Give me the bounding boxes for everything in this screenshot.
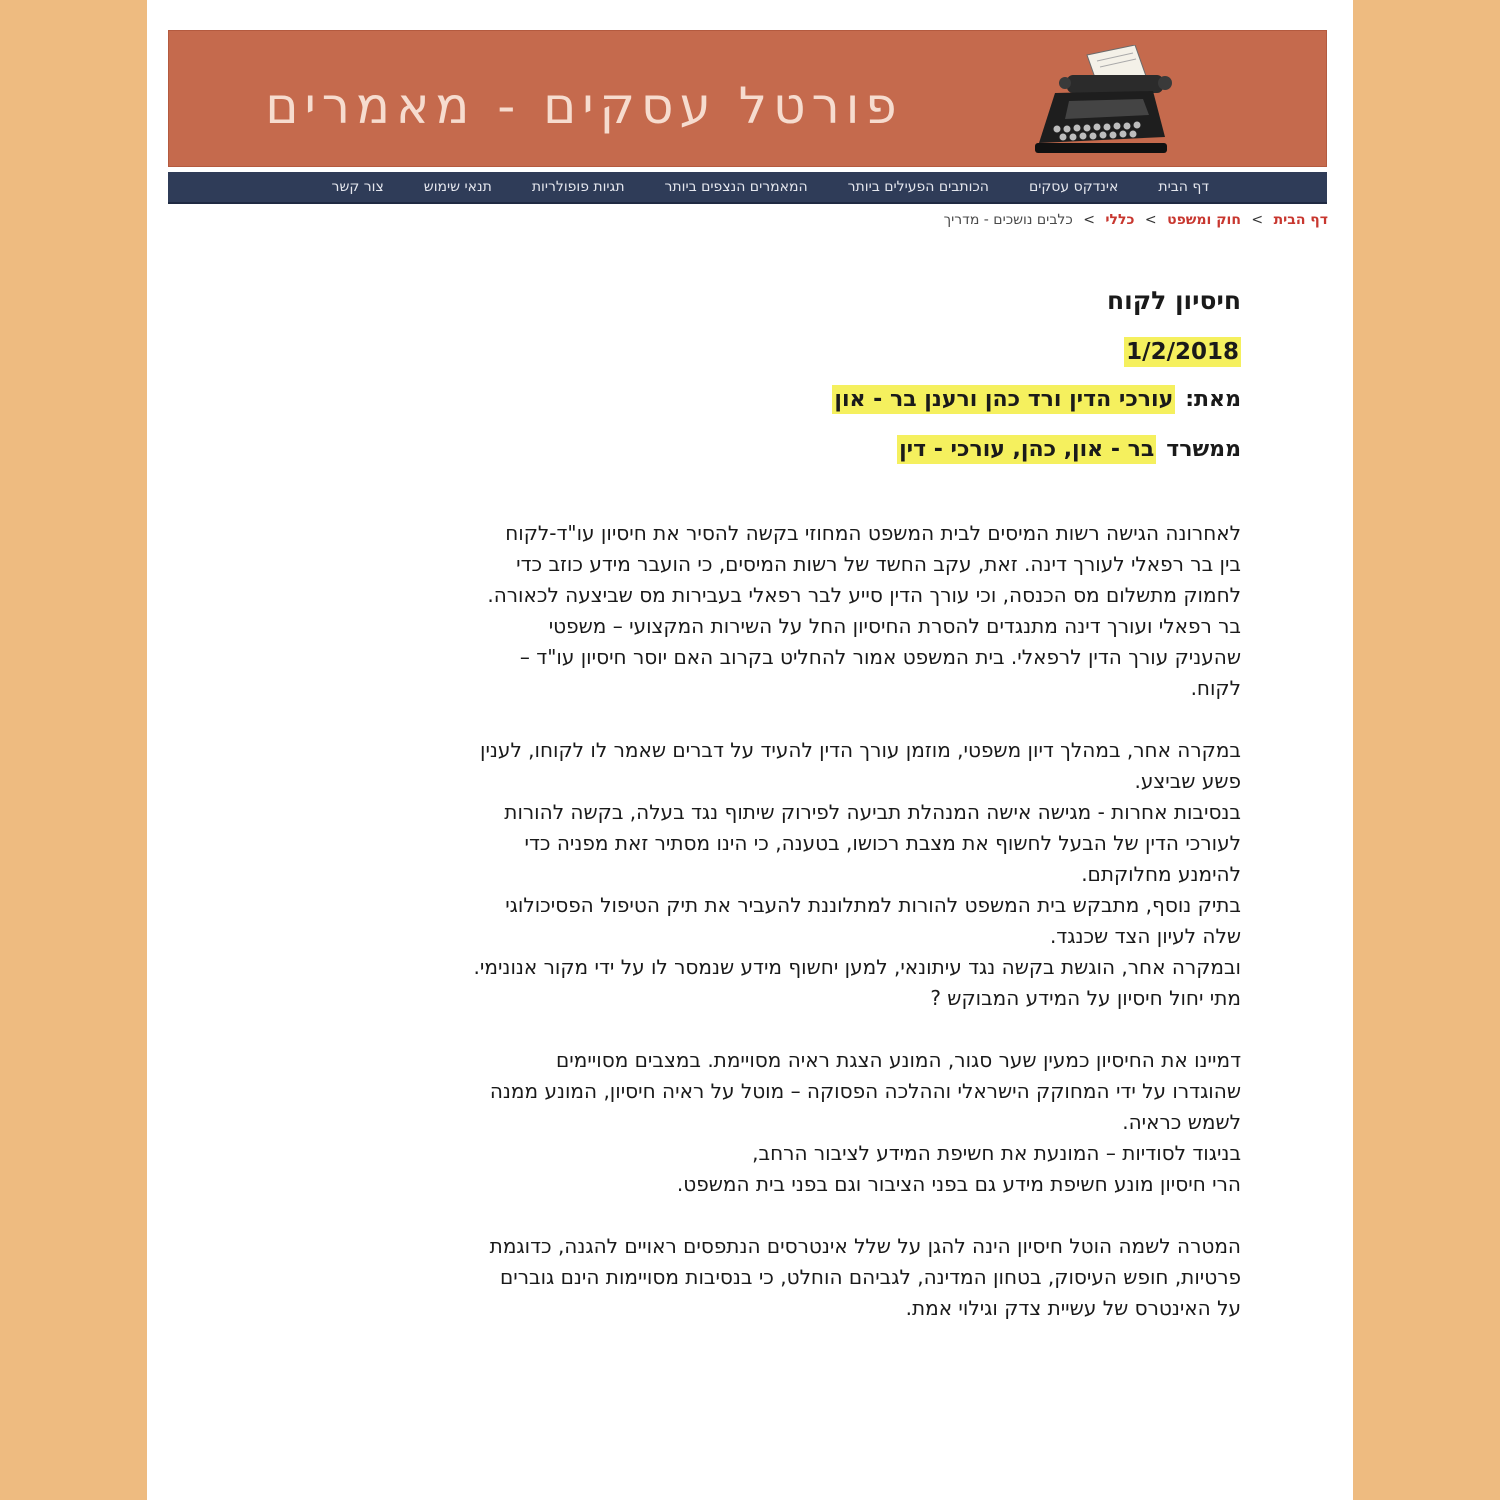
text-line: לחמוק מתשלום מס הכנסה, וכי עורך הדין סייע לבר רפאלי בעבירות מס שביצעה לכאורה.: [487, 583, 1241, 607]
text-line: לקוח.: [1190, 676, 1241, 700]
typewriter-icon: [1025, 45, 1175, 157]
text-line: בניגוד לסודיות – המונעת את חשיפת המידע לציבור הרחב,: [752, 1141, 1241, 1165]
nav-popular-tags[interactable]: תגיות פופולריות: [531, 179, 625, 195]
site-title: פורטל עסקים - מאמרים: [265, 77, 903, 135]
nav-business-index[interactable]: אינדקס עסקים: [1028, 179, 1119, 195]
text-line: פרטיות, חופש העיסוק, בטחון המדינה, לגביהם הוחלט, כי בנסיבות מסויימות הינם גוברים: [499, 1265, 1241, 1289]
text-line: לשמש כראיה.: [1122, 1110, 1241, 1134]
main-nav: [168, 172, 1327, 204]
breadcrumb-separator: >: [1144, 212, 1157, 228]
text-line: מתי יחול חיסיון על המידע המבוקש ?: [930, 986, 1241, 1010]
text-line: לעורכי הדין של הבעל לחשוף את מצבת רכושו, בטענה, כי הינו מסתיר זאת מפניה כדי: [524, 831, 1241, 855]
text-line: במקרה אחר, במהלך דיון משפטי, מוזמן עורך הדין להעיד על דברים שאמר לו לקוחו, לענין: [480, 738, 1241, 762]
text-line: פשע שביצע.: [1134, 769, 1241, 793]
nav-contact[interactable]: צור קשר: [331, 179, 384, 195]
nav-active-writers[interactable]: הכותבים הפעילים ביותר: [847, 179, 989, 195]
article-date: 1/2/2018: [1126, 339, 1239, 365]
text-line: שהוגדרו על ידי המחוקק הישראלי וההלכה הפסוקה – מוטל על ראיה חיסיון, המונע ממנה: [489, 1079, 1241, 1103]
article-paragraph: [381, 1045, 1241, 1200]
breadcrumb-separator: >: [1083, 212, 1095, 228]
site-banner: [168, 30, 1327, 167]
nav-home[interactable]: דף הבית: [1158, 179, 1209, 195]
text-line: ובמקרה אחר, הוגשת בקשה נגד עיתונאי, למען יחשוף מידע שנמסר לו על ידי מקור אנונימי.: [473, 955, 1241, 979]
text-line: בין בר רפאלי לעורך דינה. זאת, עקב החשד של רשות המיסים, כי הועבר מידע כוזב כדי: [516, 552, 1241, 576]
article-author-line: [361, 376, 1241, 424]
article-paragraph: [381, 1231, 1241, 1324]
text-line: בתיק נוסף, מתבקש בית המשפט להורות למתלוננת להעביר את תיק הטיפול הפסיכולוגי: [505, 893, 1241, 917]
document-page: [147, 0, 1353, 1500]
text-line: על האינטרס של עשיית צדק וגילוי אמת.: [905, 1296, 1241, 1320]
text-line: שהעניק עורך הדין לרפאלי. בית המשפט אמור להחליט בקרוב האם יוסר חיסיון עו"ד –: [519, 645, 1241, 669]
text-line: בנסיבות אחרות - מגישה אישה המנהלת תביעה לפירוק שיתוף נגד בעלה, בקשה להורות: [504, 800, 1241, 824]
breadcrumb-separator: >: [1251, 212, 1264, 228]
text-line: שלה לעיון הצד שכנגד.: [1049, 924, 1241, 948]
text-line: להימנע מחלוקתם.: [1081, 862, 1241, 886]
breadcrumb-subcategory[interactable]: כללי: [1105, 212, 1135, 228]
text-line: בר רפאלי ועורך דינה מתנגדים להסרת החיסיון החל על השירות המקצועי – משפטי: [548, 614, 1241, 638]
article-paragraph: [381, 518, 1241, 704]
article-paragraph: [381, 735, 1241, 1014]
breadcrumb: [944, 212, 1328, 228]
text-line: המטרה לשמה הוטל חיסיון הינה להגן על שלל אינטרסים הנתפסים ראויים להגנה, כדוגמת: [489, 1234, 1241, 1258]
text-line: דמיינו את החיסיון כמעין שער סגור, המונע הצגת ראיה מסויימת. במצבים מסויימים: [556, 1048, 1241, 1072]
article-title: חיסיון לקוח: [1106, 286, 1241, 315]
article-body: [381, 518, 1241, 1324]
text-line: לאחרונה הגישה רשות המיסים לבית המשפט המחוזי בקשה להסיר את חיסיון עו"ד-לקוח: [505, 521, 1241, 545]
office-label: ממשרד: [1166, 437, 1241, 462]
article: [361, 280, 1241, 1355]
author-label: מאת:: [1185, 387, 1241, 412]
text-line: הרי חיסיון מונע חשיפת מידע גם בפני הציבור וגם בפני בית המשפט.: [676, 1172, 1241, 1196]
author-value: עורכי הדין ורד כהן ורענן בר - און: [834, 387, 1174, 412]
breadcrumb-home[interactable]: דף הבית: [1273, 212, 1328, 228]
office-value: בר - און, כהן, עורכי - דין: [899, 437, 1155, 462]
nav-terms[interactable]: תנאי שימוש: [423, 179, 492, 195]
breadcrumb-category[interactable]: חוק ומשפט: [1167, 212, 1241, 228]
nav-most-viewed[interactable]: המאמרים הנצפים ביותר: [664, 179, 808, 195]
breadcrumb-current: כלבים נושכים - מדריך: [943, 212, 1073, 228]
article-office-line: [361, 426, 1241, 474]
article-date-line: [361, 332, 1241, 374]
